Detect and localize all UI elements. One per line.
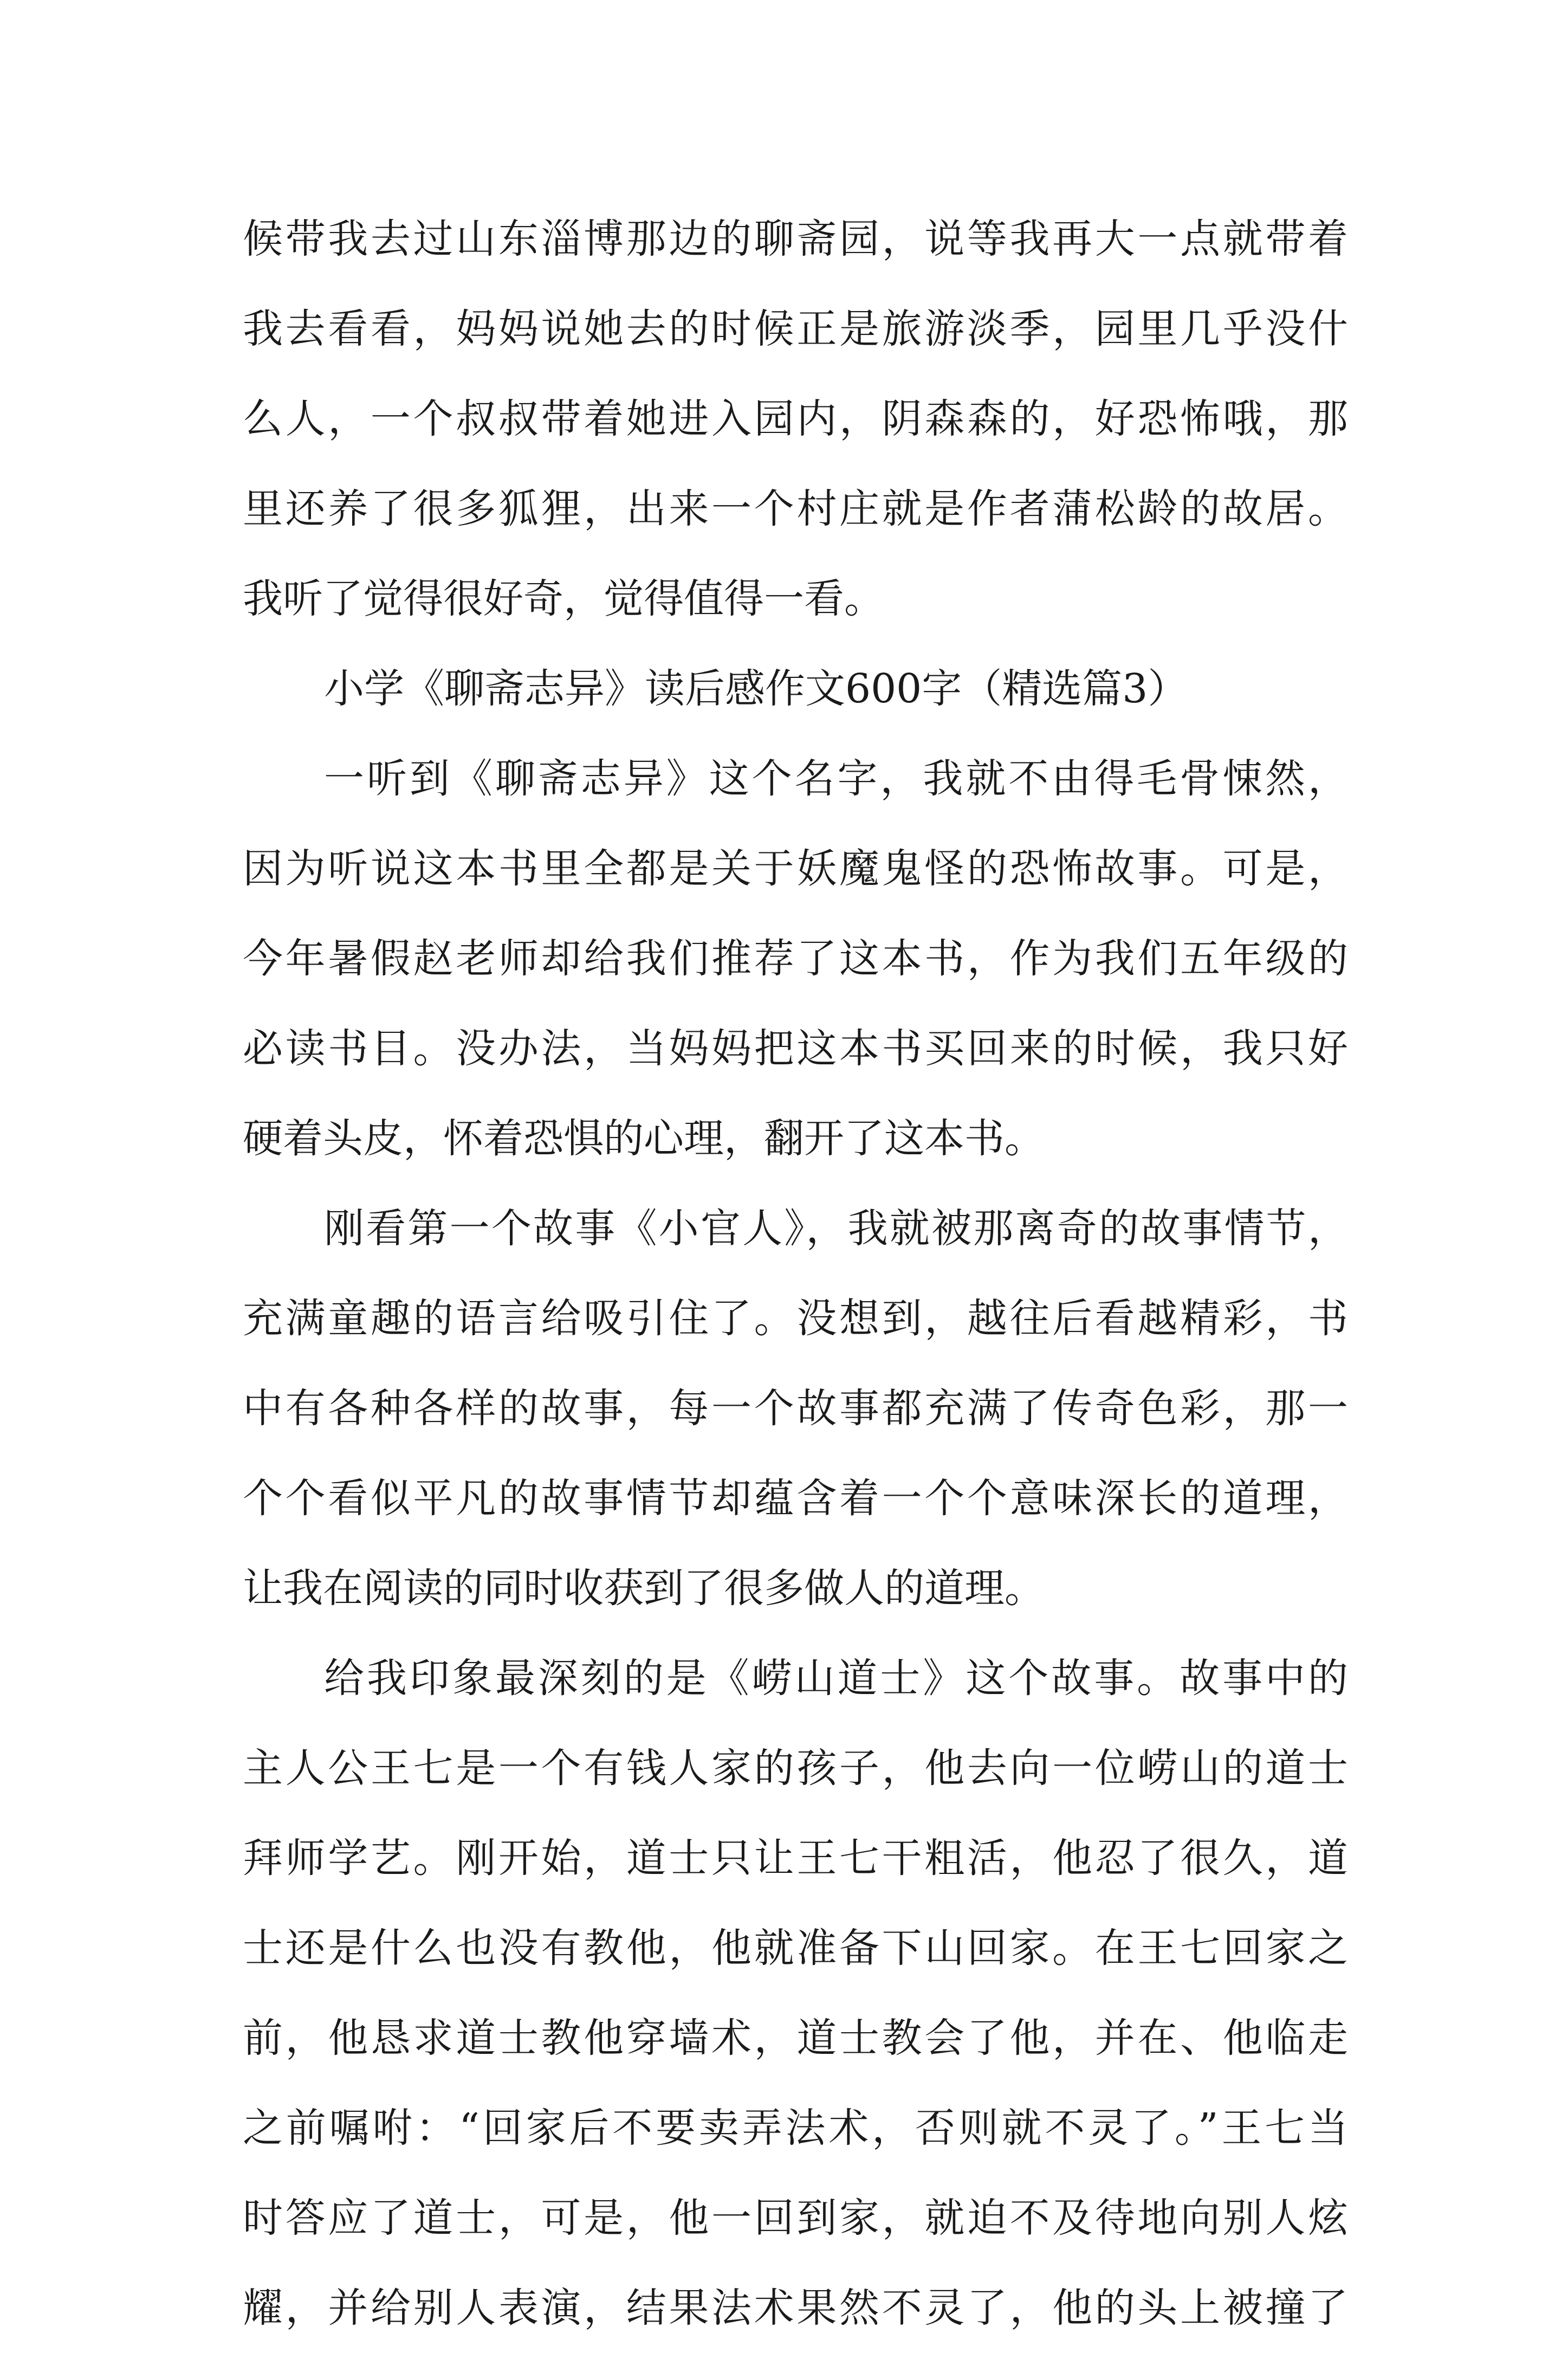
- text-line: 中有各种各样的故事，每一个故事都充满了传奇色彩，那一: [243, 1385, 1348, 1432]
- text-line: 今年暑假赵老师却给我们推荐了这本书，作为我们五年级的: [243, 935, 1348, 982]
- text-line: 士还是什么也没有教他，他就准备下山回家。在王七回家之: [243, 1925, 1348, 1971]
- text-line: 拜师学艺。刚开始，道士只让王七干粗活，他忍了很久，道: [243, 1835, 1348, 1882]
- text-line: 个个看似平凡的故事情节却蕴含着一个个意味深长的道理，: [243, 1475, 1348, 1522]
- text-line: 之前嘱咐：“回家后不要卖弄法术，否则就不灵了。”王七当: [243, 2105, 1348, 2151]
- text-line: 刚看第一个故事《小官人》，我就被那离奇的故事情节，: [324, 1205, 1348, 1252]
- text-line: 给我印象最深刻的是《崂山道士》这个故事。故事中的: [324, 1655, 1348, 1702]
- text-line: 我去看看，妈妈说她去的时候正是旅游淡季，园里几乎没什: [243, 306, 1348, 352]
- body-text: [243, 194, 1348, 2353]
- text-line: 里还养了很多狐狸，出来一个村庄就是作者蒲松龄的故居。: [243, 486, 1348, 532]
- text-line: 前，他恳求道士教他穿墙术，道士教会了他，并在、他临走: [243, 2015, 1348, 2061]
- text-line: 充满童趣的语言给吸引住了。没想到，越往后看越精彩，书: [243, 1295, 1348, 1342]
- text-line: 让我在阅读的同时收获到了很多做人的道理。: [243, 1565, 1045, 1612]
- text-line: 我听了觉得很好奇，觉得值得一看。: [243, 576, 884, 622]
- text-line: 候带我去过山东淄博那边的聊斋园，说等我再大一点就带着: [243, 216, 1348, 262]
- text-line: 硬着头皮，怀着恐惧的心理，翻开了这本书。: [243, 1115, 1045, 1162]
- section-heading: 小学《聊斋志异》读后感作文600字（精选篇3）: [324, 665, 1188, 712]
- text-line: 必读书目。没办法，当妈妈把这本书买回来的时候，我只好: [243, 1025, 1348, 1072]
- text-line: 一听到《聊斋志异》这个名字，我就不由得毛骨悚然，: [324, 755, 1348, 802]
- text-line: 主人公王七是一个有钱人家的孩子，他去向一位崂山的道士: [243, 1745, 1348, 1792]
- text-line: 耀，并给别人表演，结果法术果然不灵了，他的头上被撞了: [243, 2285, 1348, 2331]
- text-line: 么人，一个叔叔带着她进入园内，阴森森的，好恐怖哦，那: [243, 396, 1348, 442]
- text-line: 时答应了道士，可是，他一回到家，就迫不及待地向别人炫: [243, 2195, 1348, 2241]
- text-line: 因为听说这本书里全都是关于妖魔鬼怪的恐怖故事。可是，: [243, 845, 1348, 892]
